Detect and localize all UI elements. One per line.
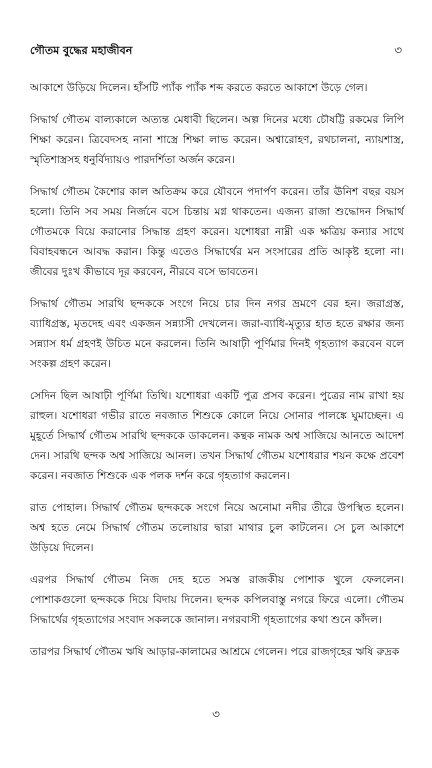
paragraph: সিদ্ধার্থ গৌতম সারথি ছন্দককে সংগে নিয়ে চার দিন নগর ভ্রমণে বের হন। জরাগ্রস্ত, ব্যাধিগ্রস্ত, মৃতদেহ এবং একজন সন্ন্যাসী দেখলেন। জরা-ব্যাধি-মৃত্যুর হাত হতে রক্ষার জন্য সন্ন্যাস ধর্ম গ্রহণই উচিত মনে করলেন। তিনি আষাঢ়ী পূর্ণিমার দিনই গৃহত্যাগ করবেন বলে সংকল্প গ্রহণ করেন। (30, 298, 404, 370)
running-header (30, 42, 402, 62)
paragraph: তারপর সিদ্ধার্থ গৌতম ঋষি আড়ার-কালামের আশ্রমে গেলেন। পরে রাজগৃহের ঋষি রুদ্রক (30, 646, 400, 658)
paragraph: আকাশে উড়িয়ে দিলেন। হাঁসটি প্যাঁক প্যাঁক শব্দ করতে করতে আকাশে উড়ে গেল। (30, 82, 368, 94)
paragraph: এরপর সিদ্ধার্থ গৌতম নিজ দেহ হতে সমস্ত রাজকীয় পোশাক খুলে ফেললেন। পোশাকগুলো ছন্দককে দিয়ে বিদায় দিলেন। ছন্দক কপিলবাস্তু নগরে ফিরে এলো। গৌতম সিদ্ধার্থের গৃহত্যাগের সংবাদ সকলকে জানাল। নগরবাসী গৃহত্যাগের কথা শুনে কাঁদল। (30, 574, 404, 626)
paragraph: সিদ্ধার্থ গৌতম কৈশোর কাল অতিক্রম করে যৌবনে পদার্পণ করেন। তাঁর ঊনিশ বছর বয়স হলো। তিনি সব সময় নির্জনে বসে চিন্তায় মগ্ন থাকতেন। এজন্য রাজা শুদ্ধোদন সিদ্ধার্থ গৌতমকে বিয়ে করানোর সিদ্ধান্ত গ্রহণ করেন। যশোধরা নাম্নী এক ক্ষত্রিয় কন্যার সাথে বিবাহবন্ধনে আবদ্ধ করান। কিন্তু এতেও সিদ্ধার্থের মন সংসারের প্রতি আকৃষ্ট হলো না। জীবের দুঃখ কীভাবে দূর করবেন, নীরবে বসে ভাবতেন। (30, 186, 404, 278)
header-page-number: ৩ (394, 43, 402, 57)
running-title: গৌতম বুদ্ধের মহাজীবন (30, 44, 133, 57)
paragraph: সেদিন ছিল আষাঢ়ী পূর্ণিমা তিথি। যশোধরা একটি পুত্র প্রসব করেন। পুত্রের নাম রাখা হয় রাহুল। যশোধরা গভীর রাতে নবজাত শিশুকে কোলে নিয়ে সোনার পালঙ্কে ঘুমাচ্ছেন। এ মুহূর্তে সিদ্ধার্থ গৌতম সারথি ছন্দককে ডাকলেন। কন্থক নামক অশ্ব সাজিয়ে আনতে আদেশ দেন। সারথি ছন্দক অশ্ব সাজিয়ে আনল। তখন সিদ্ধার্থ গৌতম যশোধরার শয়ন কক্ষে প্রবেশ করেন। নবজাত শিশুকে এক পলক দর্শন করে গৃহত্যাগ করলেন। (30, 390, 404, 482)
paragraph: রাত পোহাল। সিদ্ধার্থ গৌতম ছন্দককে সংগে নিয়ে অনোমা নদীর তীরে উপস্থিত হলেন। অশ্ব হতে নেমে সিদ্ধার্থ গৌতম তলোয়ার দ্বারা মাথার চুল কাটলেন। সে চুল আকাশে উড়িয়ে দিলেন। (30, 502, 404, 554)
footer-page-number: ৩ (212, 707, 220, 721)
body-text (30, 78, 404, 674)
paragraph: সিদ্ধার্থ গৌতম বাল্যকালে অত্যন্ত মেধাবী ছিলেন। অল্প দিনের মধ্যে চৌষট্টি রকমের লিপি শিক্ষা করেন। ত্রিবেদসহ নানা শাস্ত্রে শিক্ষা লাভ করেন। অশ্বারোহণ, রথচালনা, ন্যায়শাস্ত্র, স্মৃতিশাস্ত্রসহ ধনুর্বিদ্যায়ও পারদর্শিতা অর্জন করেন। (30, 114, 404, 166)
